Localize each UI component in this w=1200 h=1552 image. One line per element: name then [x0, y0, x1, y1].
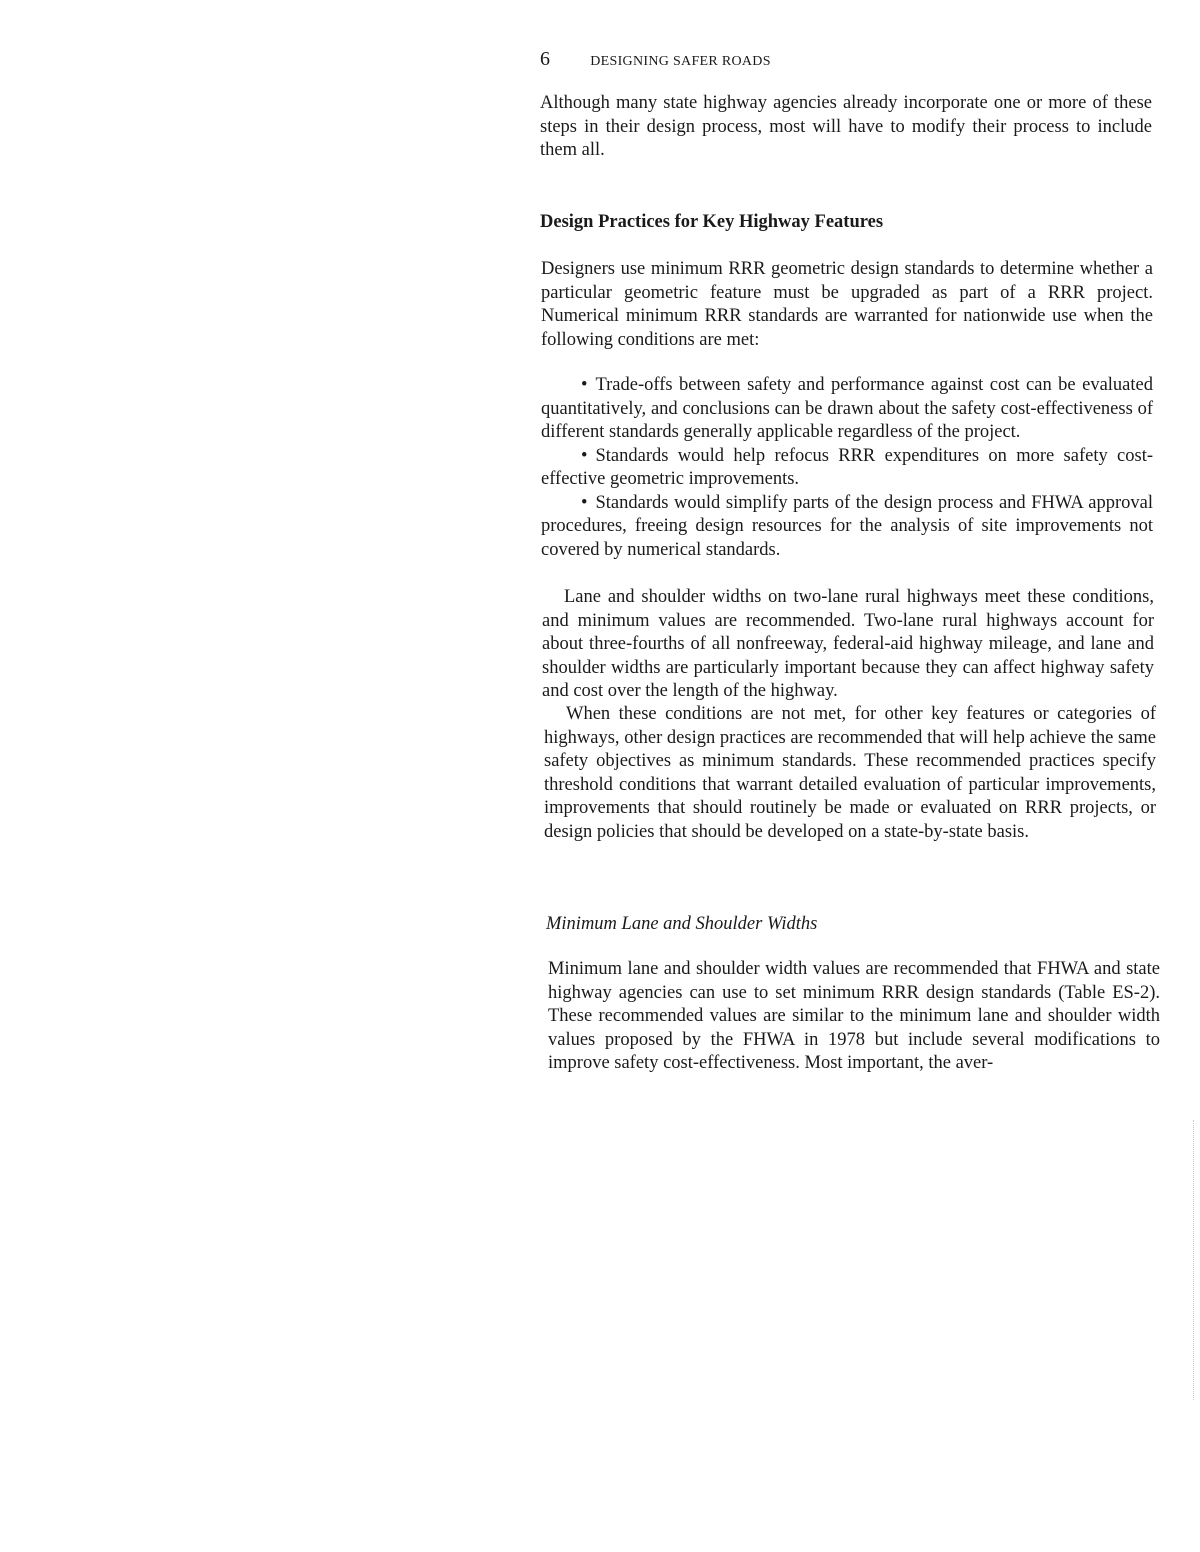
paragraph-minimum-widths: Minimum lane and shoulder width values are recommended that FHWA and state highway agencies can use to set minimum RRR design standards (Table ES-2). These recommended values are similar to the minimum lane and shoulder width values proposed by the FHWA in 1978 but include several modifications to improve safety cost-effectiveness. Most important, the aver- — [548, 959, 1160, 1073]
conditions-list — [541, 374, 1153, 562]
list-item — [541, 492, 1153, 563]
scan-edge-artifact — [1192, 1120, 1194, 1400]
list-item-text: Standards would help refocus RRR expenditures on more safety cost-effective geometric improvements. — [541, 445, 1153, 489]
list-item — [541, 374, 1153, 445]
paragraph-other-practices: When these conditions are not met, for other key features or categories of highways, other design practices are recommended that will help achieve the same safety objectives as minimum standards. These recommended practices specify threshold conditions that warrant detailed evaluation of particular improvements, improvements that should routinely be made or evaluated on RRR projects, or design policies that should be developed on a state-by-state basis. — [544, 704, 1156, 842]
bullet-icon: • — [581, 492, 588, 513]
bullet-icon: • — [581, 445, 588, 466]
page-number: 6 — [540, 48, 550, 70]
running-head: DESIGNING SAFER ROADS — [590, 54, 771, 69]
page-header — [540, 46, 1160, 72]
list-item-text: Standards would simplify parts of the design process and FHWA approval procedures, freeing design resources for the analysis of site improvements not covered by numerical standards. — [541, 492, 1153, 560]
list-item — [541, 445, 1153, 492]
list-item-text: Trade-offs between safety and performance against cost can be evaluated quantitatively, and conclusions can be drawn about the safety cost-effectiveness of different standards generally applicable regardless of the project. — [541, 375, 1153, 442]
paragraph-standards: Designers use minimum RRR geometric design standards to determine whether a particular geometric feature must be upgraded as part of a RRR project. Numerical minimum RRR standards are warranted for nationwide use when the following conditions are met: — [541, 259, 1153, 350]
section-heading: Design Practices for Key Highway Features — [540, 212, 884, 232]
paragraph-lane-shoulder: Lane and shoulder widths on two-lane rural highways meet these conditions, and minimum values are recommended. Two-lane rural highways account for about three-fourths of all nonfreeway, federal-aid highway mileage, and lane and shoulder widths are particularly important because they can affect highway safety and cost over the length of the highway. — [542, 587, 1154, 701]
bullet-icon: • — [581, 375, 588, 395]
subsection-heading: Minimum Lane and Shoulder Widths — [546, 914, 818, 934]
paragraph-intro: Although many state highway agencies already incorporate one or more of these steps in their design process, most will have to modify their process to include them all. — [540, 93, 1152, 160]
